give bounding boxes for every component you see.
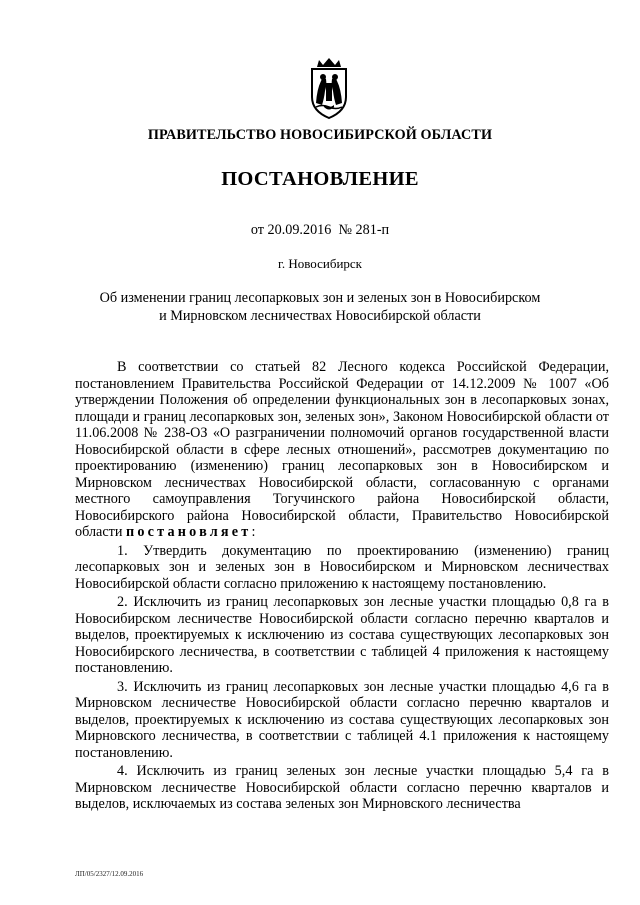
item-paragraph-3: 3. Исключить из границ лесопарковых зон лесные участки площадью 4,6 га в Мирновском лесничестве Новосибирской области согласно перечню кварталов и выделов, проектируемых к исключению из состава существующих лесопарковых зон Мирновского лесничества, в соответствии с таблицей 4.1 приложения к настоящему постановлению.	[75, 678, 609, 761]
document-body	[75, 359, 609, 813]
document-type: ПОСТАНОВЛЕНИЕ	[221, 168, 419, 190]
decree-word: постановляет	[125, 524, 252, 540]
document-date: от 20.09.2016	[250, 222, 332, 238]
item-paragraph-1: 1. Утвердить документацию по проектированию (изменению) границ лесопарковых зон и зеленых зон в Новосибирском и Мирновском лесничествах Новосибирской области согласно приложению к настоящему постановлению.	[75, 542, 609, 592]
subject-line-1: Об изменении границ лесопарковых зон и зеленых зон в Новосибирском	[99, 290, 541, 306]
document-subject	[60, 289, 580, 325]
organization-title: ПРАВИТЕЛЬСТВО НОВОСИБИРСКОЙ ОБЛАСТИ	[147, 127, 493, 143]
coat-of-arms-icon	[302, 57, 356, 120]
date-number-line	[0, 222, 640, 239]
footer-code: ЛП/05/2327/12.09.2016	[75, 870, 144, 878]
decree-tail: :	[251, 524, 256, 540]
preamble-text: В соответствии со статьей 82 Лесного кодекса Российской Федерации, постановлением Правительства Российской Федерации от 14.12.2009 № 1007 «Об утверждении Положения об определении функциональных зон в лесопарковых зонах, площади и границ лесопарковых зон, зеленых зон», Законом Новосибирской области от 11.06.2008 № 238-ОЗ «О разграничении полномочий органов государственной власти Новосибирской области в сфере лесных отношений», рассмотрев документацию по проектированию (изменению) границ лесопарковых зон в Новосибирском и Мирновском лесничествах Новосибирской области, согласованную с органами местного самоуправления Тогучинского района Новосибирской области, Новосибирского района Новосибирской области, Правительство Новосибирской области	[75, 359, 609, 540]
preamble-paragraph	[75, 359, 609, 541]
document-number: № 281-п	[338, 222, 390, 238]
item-paragraph-4: 4. Исключить из границ зеленых зон лесные участки площадью 5,4 га в Мирновском лесничестве Новосибирской области согласно перечню кварталов и выделов, исключаемых из состава зеленых зон Мирновского лесничества	[75, 763, 609, 812]
item-paragraph-2: 2. Исключить из границ лесопарковых зон лесные участки площадью 0,8 га в Новосибирском лесничестве Новосибирской области согласно перечню кварталов и выделов, проектируемых к исключению из состава существующих лесопарковых зон Новосибирского лесничества, в соответствии с таблицей 4 приложения к настоящему постановлению.	[75, 594, 609, 676]
subject-line-2: и Мирновском лесничествах Новосибирской области	[159, 308, 481, 324]
city-line: г. Новосибирск	[277, 256, 362, 271]
